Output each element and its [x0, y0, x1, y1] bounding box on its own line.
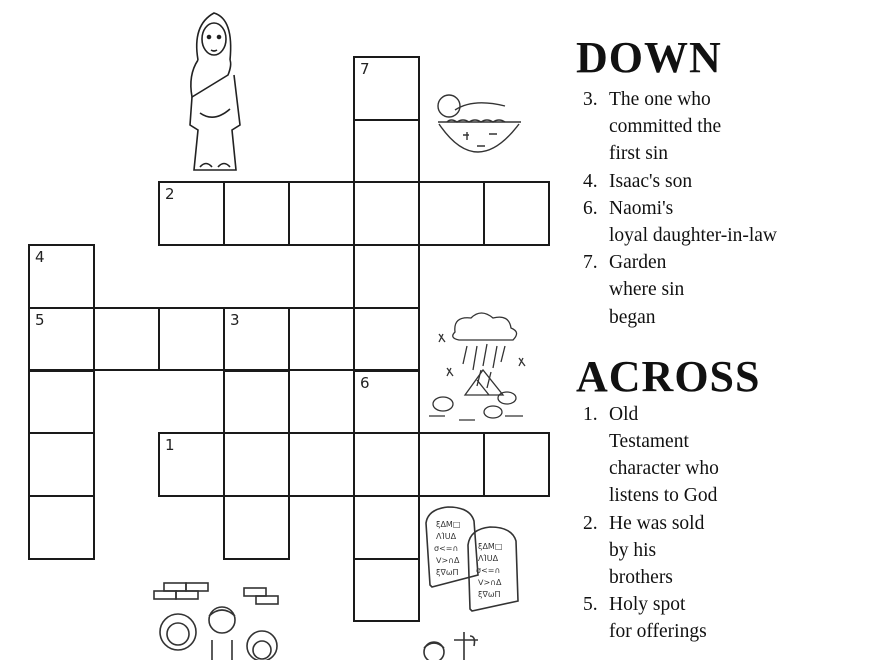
grid-cell[interactable] [158, 181, 225, 246]
clue-number: 4 [35, 248, 45, 267]
grid-cell[interactable] [418, 181, 485, 246]
grid-cell[interactable] [93, 307, 160, 372]
clue-number: 1. [583, 403, 598, 425]
down-clue [583, 249, 876, 331]
grid-cell[interactable] [158, 307, 225, 372]
grid-cell[interactable] [353, 244, 420, 309]
clue-number: 3. [583, 89, 598, 110]
clue-number: 6 [360, 373, 370, 392]
clue-text: Isaac's son [609, 170, 693, 192]
clue-text: first sin [609, 143, 669, 165]
clue-text: brothers [609, 567, 673, 589]
clue-text: where sin [609, 279, 685, 301]
grid-cell[interactable] [28, 244, 95, 309]
grid-cell[interactable] [28, 370, 95, 435]
grid-cell[interactable] [223, 307, 290, 372]
grid-cell[interactable] [288, 432, 355, 497]
grid-cell[interactable] [353, 181, 420, 246]
plagues-of-egypt-illustration [425, 310, 535, 428]
grid-cell[interactable] [223, 495, 290, 560]
svg-text:ξ∇ωΠ: ξ∇ωΠ [478, 590, 501, 599]
clue-text: Naomi's [609, 197, 674, 219]
svg-text:ξΔΜ□: ξΔΜ□ [436, 520, 461, 529]
svg-text:ᐯ>∩Δ: ᐯ>∩Δ [478, 578, 502, 587]
clue-number: 6. [583, 197, 598, 219]
svg-text:ξΔΜ□: ξΔΜ□ [478, 542, 503, 551]
svg-text:ᐯ>∩Δ: ᐯ>∩Δ [436, 556, 460, 565]
clue-text: character who [609, 458, 719, 480]
clue-text: committed the [609, 116, 722, 138]
down-clue [583, 195, 876, 249]
clue-number: 7 [360, 60, 370, 78]
across-clue [583, 510, 876, 592]
clue-number: 5. [583, 594, 598, 616]
svg-text:ξ∇ωΠ: ξ∇ωΠ [436, 568, 459, 577]
clue-text: began [609, 306, 656, 328]
clue-number: 4. [583, 170, 598, 192]
grid-cell[interactable] [28, 307, 95, 372]
clue-text: The one who [609, 89, 711, 110]
clue-text: Old [609, 403, 639, 425]
grid-cell[interactable] [353, 495, 420, 560]
across-clue-list [576, 401, 876, 646]
down-clue-list [576, 86, 876, 331]
grid-cell[interactable] [483, 181, 550, 246]
down-clue [583, 86, 876, 168]
clue-text: He was sold [609, 512, 705, 534]
clue-number: 1 [165, 436, 175, 455]
clue-text: Holy spot [609, 594, 686, 616]
daniel-lions-den-illustration [150, 580, 290, 660]
grid-cell[interactable] [223, 370, 290, 435]
clue-text: Garden [609, 252, 667, 274]
grid-cell[interactable] [353, 370, 420, 435]
svg-text:ΛΊUΔ: ΛΊUΔ [436, 532, 457, 541]
grid-cell[interactable] [353, 56, 420, 121]
grid-cell[interactable] [223, 181, 290, 246]
clue-number: 5 [35, 310, 45, 329]
clue-number: 2 [165, 185, 175, 204]
grid-cell[interactable] [28, 432, 95, 497]
svg-text:σ<=∩: σ<=∩ [434, 544, 459, 553]
grid-cell[interactable] [483, 432, 550, 497]
baby-in-basket-illustration [433, 90, 528, 160]
clue-text: listens to God [609, 485, 718, 507]
clue-text: loyal daughter-in-law [609, 225, 778, 247]
grid-cell[interactable] [353, 119, 420, 184]
grid-cell[interactable] [158, 432, 225, 497]
svg-text:ΛΊUΔ: ΛΊUΔ [478, 554, 499, 563]
across-clue [583, 591, 876, 645]
grid-cell[interactable] [353, 432, 420, 497]
grid-cell[interactable] [288, 181, 355, 246]
svg-text:σ<=∩: σ<=∩ [476, 566, 501, 575]
grid-cell[interactable] [28, 495, 95, 560]
grid-cell[interactable] [418, 432, 485, 497]
clues-panel [576, 34, 876, 646]
grid-cell[interactable] [223, 432, 290, 497]
grid-cell[interactable] [288, 307, 355, 372]
woman-in-robe-illustration [178, 5, 248, 175]
clue-number: 2. [583, 512, 598, 534]
clue-number: 7. [583, 252, 598, 274]
down-clue [583, 168, 876, 195]
grid-cell[interactable] [353, 307, 420, 372]
clue-text: Testament [609, 431, 689, 453]
clue-number: 3 [230, 310, 240, 329]
clue-text: by his [609, 539, 657, 561]
ten-commandments-tablets-illustration [422, 505, 537, 617]
man-with-staff-illustration [420, 630, 490, 660]
grid-cell[interactable] [353, 558, 420, 623]
across-heading: ACROSS [576, 351, 761, 401]
clue-text: for offerings [609, 621, 707, 643]
down-heading: DOWN [576, 33, 722, 82]
across-clue [583, 401, 876, 510]
